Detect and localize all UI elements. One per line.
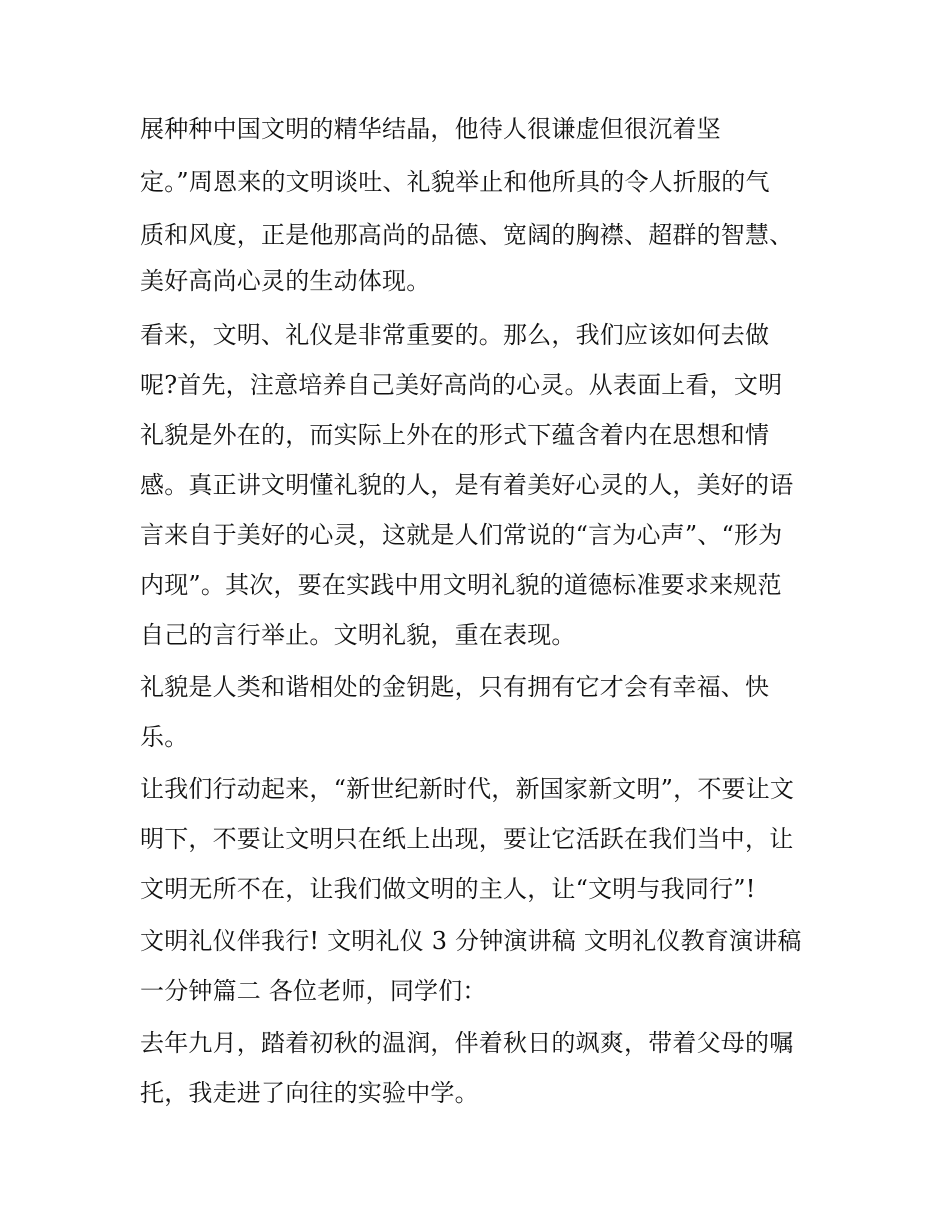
text-line: 让我们行动起来，“新世纪新时代，新国家新文明”，不要让文 [140, 775, 795, 803]
text-line: 文明无所不在，让我们做文明的主人，让“文明与我同行”! [140, 875, 756, 903]
text-line: 看来，文明、礼仪是非常重要的。那么，我们应该如何去做 [140, 321, 770, 349]
text-line: 质和风度，正是他那高尚的品德、宽阔的胸襟、超群的智慧、 [140, 221, 794, 249]
text-line: 文明礼仪伴我行! 文明礼仪 3 分钟演讲稿 文明礼仪教育演讲稿 [140, 927, 802, 955]
text-line: 礼貌是人类和谐相处的金钥匙，只有拥有它才会有幸福、快 [140, 673, 770, 701]
text-line: 去年九月，踏着初秋的温润，伴着秋日的飒爽，带着父母的嘱 [140, 1029, 794, 1057]
text-line: 内现”。其次，要在实践中用文明礼貌的道德标准要求来规范 [140, 571, 782, 599]
text-line: 感。真正讲文明懂礼貌的人，是有着美好心灵的人，美好的语 [140, 471, 794, 499]
text-line: 展种种中国文明的精华结晶，他待人很谦虚但很沉着坚 [140, 115, 721, 143]
text-line: 乐。 [140, 723, 189, 751]
text-line: 言来自于美好的心灵，这就是人们常说的“言为心声”、“形为 [140, 521, 783, 549]
text-line: 托，我走进了向往的实验中学。 [140, 1079, 479, 1107]
text-line: 自己的言行举止。文明礼貌，重在表现。 [140, 621, 576, 649]
text-line: 一分钟篇二 各位老师，同学们： [140, 977, 487, 1005]
text-line: 明下，不要让文明只在纸上出现，要让它活跃在我们当中，让 [140, 825, 794, 853]
text-line: 呢?首先，注意培养自己美好高尚的心灵。从表面上看，文明 [140, 371, 783, 399]
text-line: 美好高尚心灵的生动体现。 [140, 267, 431, 295]
text-line: 定。”周恩来的文明谈吐、礼貌举止和他所具的令人折服的气 [140, 168, 770, 196]
text-line: 礼貌是外在的，而实际上外在的形式下蕴含着内在思想和情 [140, 421, 770, 449]
